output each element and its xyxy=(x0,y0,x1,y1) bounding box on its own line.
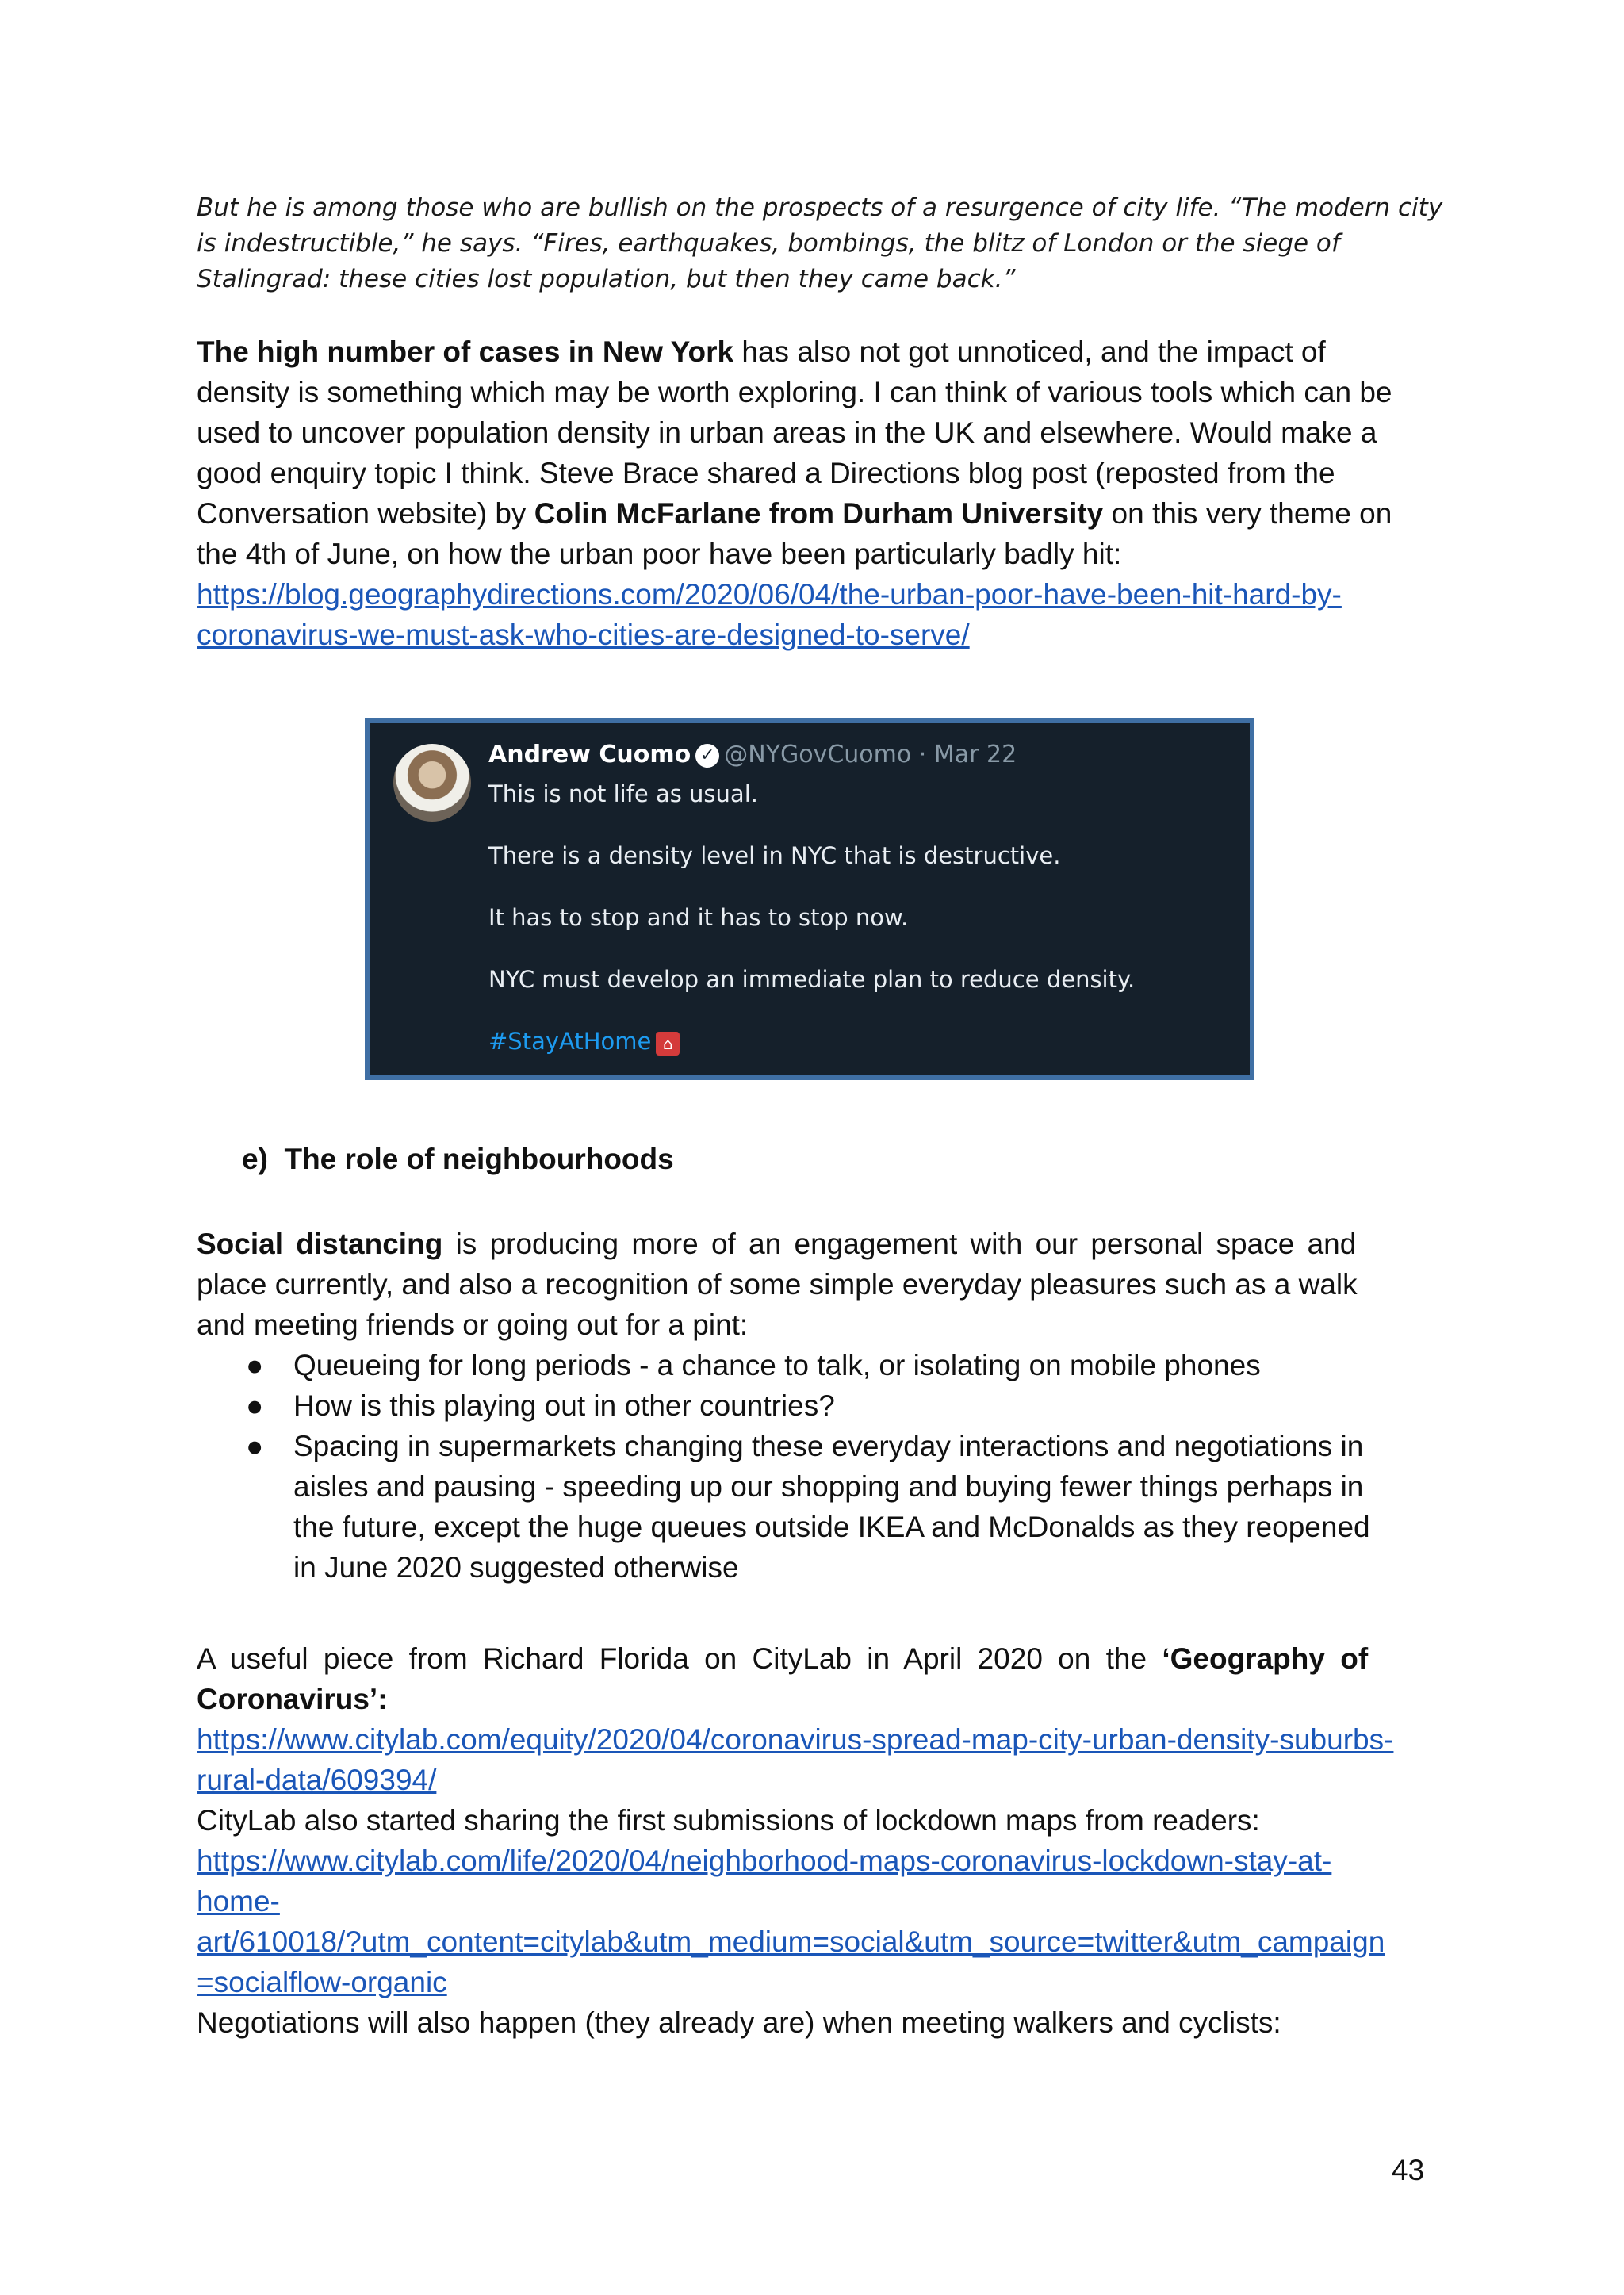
bullet-icon: ● xyxy=(246,1389,264,1422)
citylab-geography-link[interactable]: rural-data/609394/ xyxy=(197,1764,437,1796)
paragraph-line: place currently, and also a recognition of some simple everyday pleasures such as a walk xyxy=(197,1268,1358,1301)
paragraph-line: used to uncover population density in urban areas in the UK and elsewhere. Would make a xyxy=(197,416,1377,449)
citylab-geography-link[interactable]: https://www.citylab.com/equity/2020/04/coronavirus-spread-map-city-urban-density-suburbs- xyxy=(197,1723,1394,1756)
bullet-list xyxy=(246,1345,1426,1588)
paragraph-citylab xyxy=(197,1638,1427,2043)
verified-badge-icon: ✓ xyxy=(695,744,719,768)
quote-line: But he is among those who are bullish on the prospects of a resurgence of city life. “The modern city xyxy=(197,193,1443,222)
tweet-text-line: It has to stop and it has to stop now. xyxy=(488,904,909,931)
section-title: The role of neighbourhoods xyxy=(284,1143,674,1175)
paragraph-new-york xyxy=(197,331,1427,655)
bold-phrase: Social distancing xyxy=(197,1228,443,1260)
list-item-text: aisles and pausing - speeding up our shopping and buying fewer things perhaps in xyxy=(293,1470,1364,1503)
paragraph-line: and meeting friends or going out for a pint: xyxy=(197,1308,749,1341)
citylab-lockdown-maps-link[interactable]: =socialflow-organic xyxy=(197,1966,447,1998)
paragraph-line: The high number of cases in New York has also not got unnoticed, and the impact of xyxy=(197,335,1326,368)
tweet-text-line: There is a density level in NYC that is destructive. xyxy=(488,842,1061,869)
paragraph-line xyxy=(197,1679,1427,1719)
tweet-screenshot xyxy=(365,718,1254,1080)
section-marker: e) xyxy=(242,1143,268,1175)
tweet-handle-date: @NYGovCuomo · Mar 22 xyxy=(724,741,1017,768)
tweet-hashtag-line xyxy=(488,1028,680,1056)
tweet-text-line: NYC must develop an immediate plan to reduce density. xyxy=(488,966,1136,993)
bold-phrase: Coronavirus’: xyxy=(197,1683,388,1715)
blog-link[interactable]: coronavirus-we-must-ask-who-cities-are-designed-to-serve/ xyxy=(197,619,970,651)
list-item-text: in June 2020 suggested otherwise xyxy=(293,1551,739,1584)
bold-phrase: ‘Geography of xyxy=(1162,1642,1369,1675)
citylab-lockdown-maps-link[interactable]: https://www.citylab.com/life/2020/04/neighborhood-maps-coronavirus-lockdown-stay-at- xyxy=(197,1845,1332,1877)
bold-phrase: Colin McFarlane from Durham University xyxy=(534,497,1104,530)
tweet-text-line: This is not life as usual. xyxy=(488,780,758,807)
quote-line: is indestructible,” he says. “Fires, earthquakes, bombings, the blitz of London or the siege of xyxy=(197,229,1340,258)
list-item-text: Spacing in supermarkets changing these everyday interactions and negotiations in xyxy=(293,1430,1364,1462)
page-number: 43 xyxy=(1392,2154,1425,2186)
citylab-lockdown-maps-link[interactable]: art/610018/?utm_content=citylab&utm_medium=social&utm_source=twitter&utm_campaign xyxy=(197,1925,1385,1958)
paragraph-line: A useful piece from Richard Florida on CityLab in April 2020 on the ‘Geography of xyxy=(197,1642,1369,1675)
paragraph-line: Conversation website) by Colin McFarlane from Durham University on this very theme on xyxy=(197,497,1392,530)
list-item-text: How is this playing out in other countries? xyxy=(293,1389,835,1422)
list-item xyxy=(246,1385,1426,1426)
list-item-text: Queueing for long periods - a chance to talk, or isolating on mobile phones xyxy=(293,1349,1261,1381)
blog-link[interactable]: https://blog.geographydirections.com/2020/06/04/the-urban-poor-have-been-hit-hard-by- xyxy=(197,578,1342,611)
paragraph-line: the 4th of June, on how the urban poor have been particularly badly hit: xyxy=(197,538,1122,570)
tweet-header xyxy=(488,741,1017,768)
paragraph-social-distancing xyxy=(197,1224,1427,1345)
quote-line: Stalingrad: these cities lost population, but then they came back.” xyxy=(197,265,1016,293)
house-emoji-icon: ⌂ xyxy=(656,1032,680,1056)
list-item xyxy=(246,1345,1426,1385)
bullet-icon: ● xyxy=(246,1349,264,1381)
paragraph-line: Social distancing is producing more of an engagement with our personal space and xyxy=(197,1228,1357,1260)
citylab-lockdown-maps-link[interactable]: home- xyxy=(197,1885,280,1918)
paragraph-line: good enquiry topic I think. Steve Brace shared a Directions blog post (reposted from the xyxy=(197,457,1335,489)
italic-quote xyxy=(197,190,1443,297)
tweet-author-name: Andrew Cuomo xyxy=(488,741,691,768)
paragraph-line: CityLab also started sharing the first submissions of lockdown maps from readers: xyxy=(197,1804,1260,1837)
list-item-text: the future, except the huge queues outside IKEA and McDonalds as they reopened xyxy=(293,1511,1370,1543)
bold-phrase: The high number of cases in New York xyxy=(197,335,734,368)
list-item xyxy=(246,1426,1426,1588)
section-heading xyxy=(242,1143,674,1176)
paragraph-line: density is something which may be worth exploring. I can think of various tools which can be xyxy=(197,376,1392,408)
hashtag-link[interactable]: #StayAtHome xyxy=(488,1028,652,1055)
bullet-icon: ● xyxy=(246,1430,264,1462)
paragraph-line: Negotiations will also happen (they already are) when meeting walkers and cyclists: xyxy=(197,2006,1281,2039)
avatar xyxy=(393,744,471,822)
